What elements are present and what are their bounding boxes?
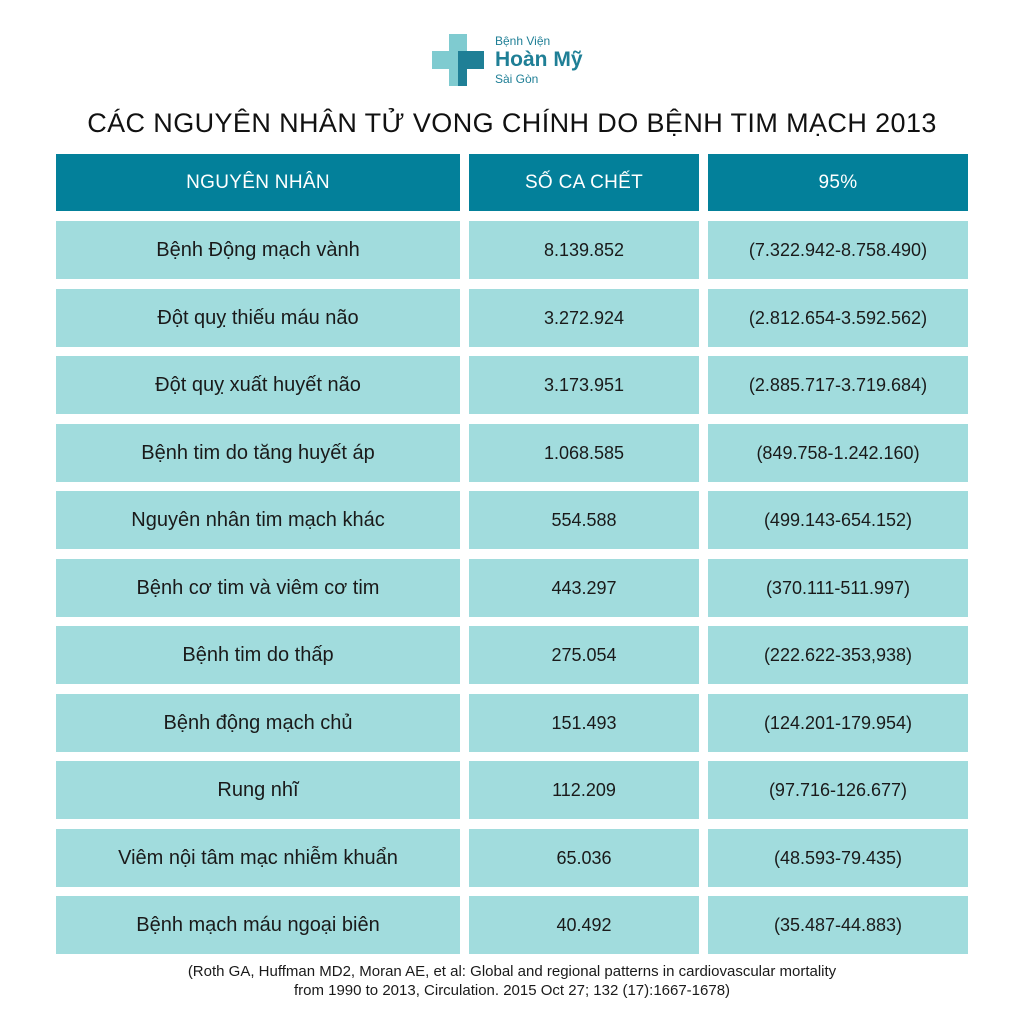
cell-cause: Bệnh mạch máu ngoại biên — [56, 896, 460, 954]
cell-ci: (499.143-654.152) — [708, 491, 968, 549]
cell-cause: Viêm nội tâm mạc nhiễm khuẩn — [56, 829, 460, 887]
cell-ci: (849.758-1.242.160) — [708, 424, 968, 482]
header-ci: 95% — [708, 154, 968, 211]
page-title: CÁC NGUYÊN NHÂN TỬ VONG CHÍNH DO BỆNH TIM MẠCH 2013 — [87, 108, 937, 138]
cell-deaths: 3.272.924 — [469, 289, 699, 347]
cell-cause: Đột quỵ xuất huyết não — [56, 356, 460, 414]
citation-footnote — [0, 962, 1024, 1000]
cell-deaths: 112.209 — [469, 761, 699, 819]
cell-ci: (97.716-126.677) — [708, 761, 968, 819]
cell-ci: (2.812.654-3.592.562) — [708, 289, 968, 347]
cell-cause: Bệnh cơ tim và viêm cơ tim — [56, 559, 460, 617]
cell-cause: Bệnh Động mạch vành — [56, 221, 460, 279]
citation-line-1: (Roth GA, Huffman MD2, Moran AE, et al: Global and regional patterns in cardiovascular mortality — [187, 963, 837, 980]
cell-cause: Rung nhĩ — [56, 761, 460, 819]
cell-ci: (222.622-353,938) — [708, 626, 968, 684]
cell-deaths: 443.297 — [469, 559, 699, 617]
cell-deaths: 65.036 — [469, 829, 699, 887]
cell-cause: Bệnh động mạch chủ — [56, 694, 460, 752]
cell-ci: (7.322.942-8.758.490) — [708, 221, 968, 279]
cell-ci: (2.885.717-3.719.684) — [708, 356, 968, 414]
cell-deaths: 40.492 — [469, 896, 699, 954]
cell-cause: Bệnh tim do thấp — [56, 626, 460, 684]
logo-line-2: Hoàn Mỹ — [495, 48, 583, 71]
cell-deaths: 554.588 — [469, 491, 699, 549]
cell-deaths: 3.173.951 — [469, 356, 699, 414]
cell-deaths: 1.068.585 — [469, 424, 699, 482]
hospital-logo — [432, 32, 602, 86]
cell-cause: Đột quỵ thiếu máu não — [56, 289, 460, 347]
logo-line-1: Bệnh Viện — [495, 34, 551, 48]
cell-deaths: 275.054 — [469, 626, 699, 684]
cell-deaths: 151.493 — [469, 694, 699, 752]
cell-cause: Nguyên nhân tim mạch khác — [56, 491, 460, 549]
logo-line-3: Sài Gòn — [495, 72, 539, 86]
cell-ci: (370.111-511.997) — [708, 559, 968, 617]
medical-cross-icon — [432, 34, 484, 86]
cell-deaths: 8.139.852 — [469, 221, 699, 279]
cell-ci: (35.487-44.883) — [708, 896, 968, 954]
cell-ci: (124.201-179.954) — [708, 694, 968, 752]
header-deaths: SỐ CA CHẾT — [469, 154, 699, 211]
header-cause: NGUYÊN NHÂN — [56, 154, 460, 211]
citation-line-2: from 1990 to 2013, Circulation. 2015 Oct 27; 132 (17):1667-1678) — [293, 982, 731, 999]
cell-ci: (48.593-79.435) — [708, 829, 968, 887]
cell-cause: Bệnh tim do tăng huyết áp — [56, 424, 460, 482]
